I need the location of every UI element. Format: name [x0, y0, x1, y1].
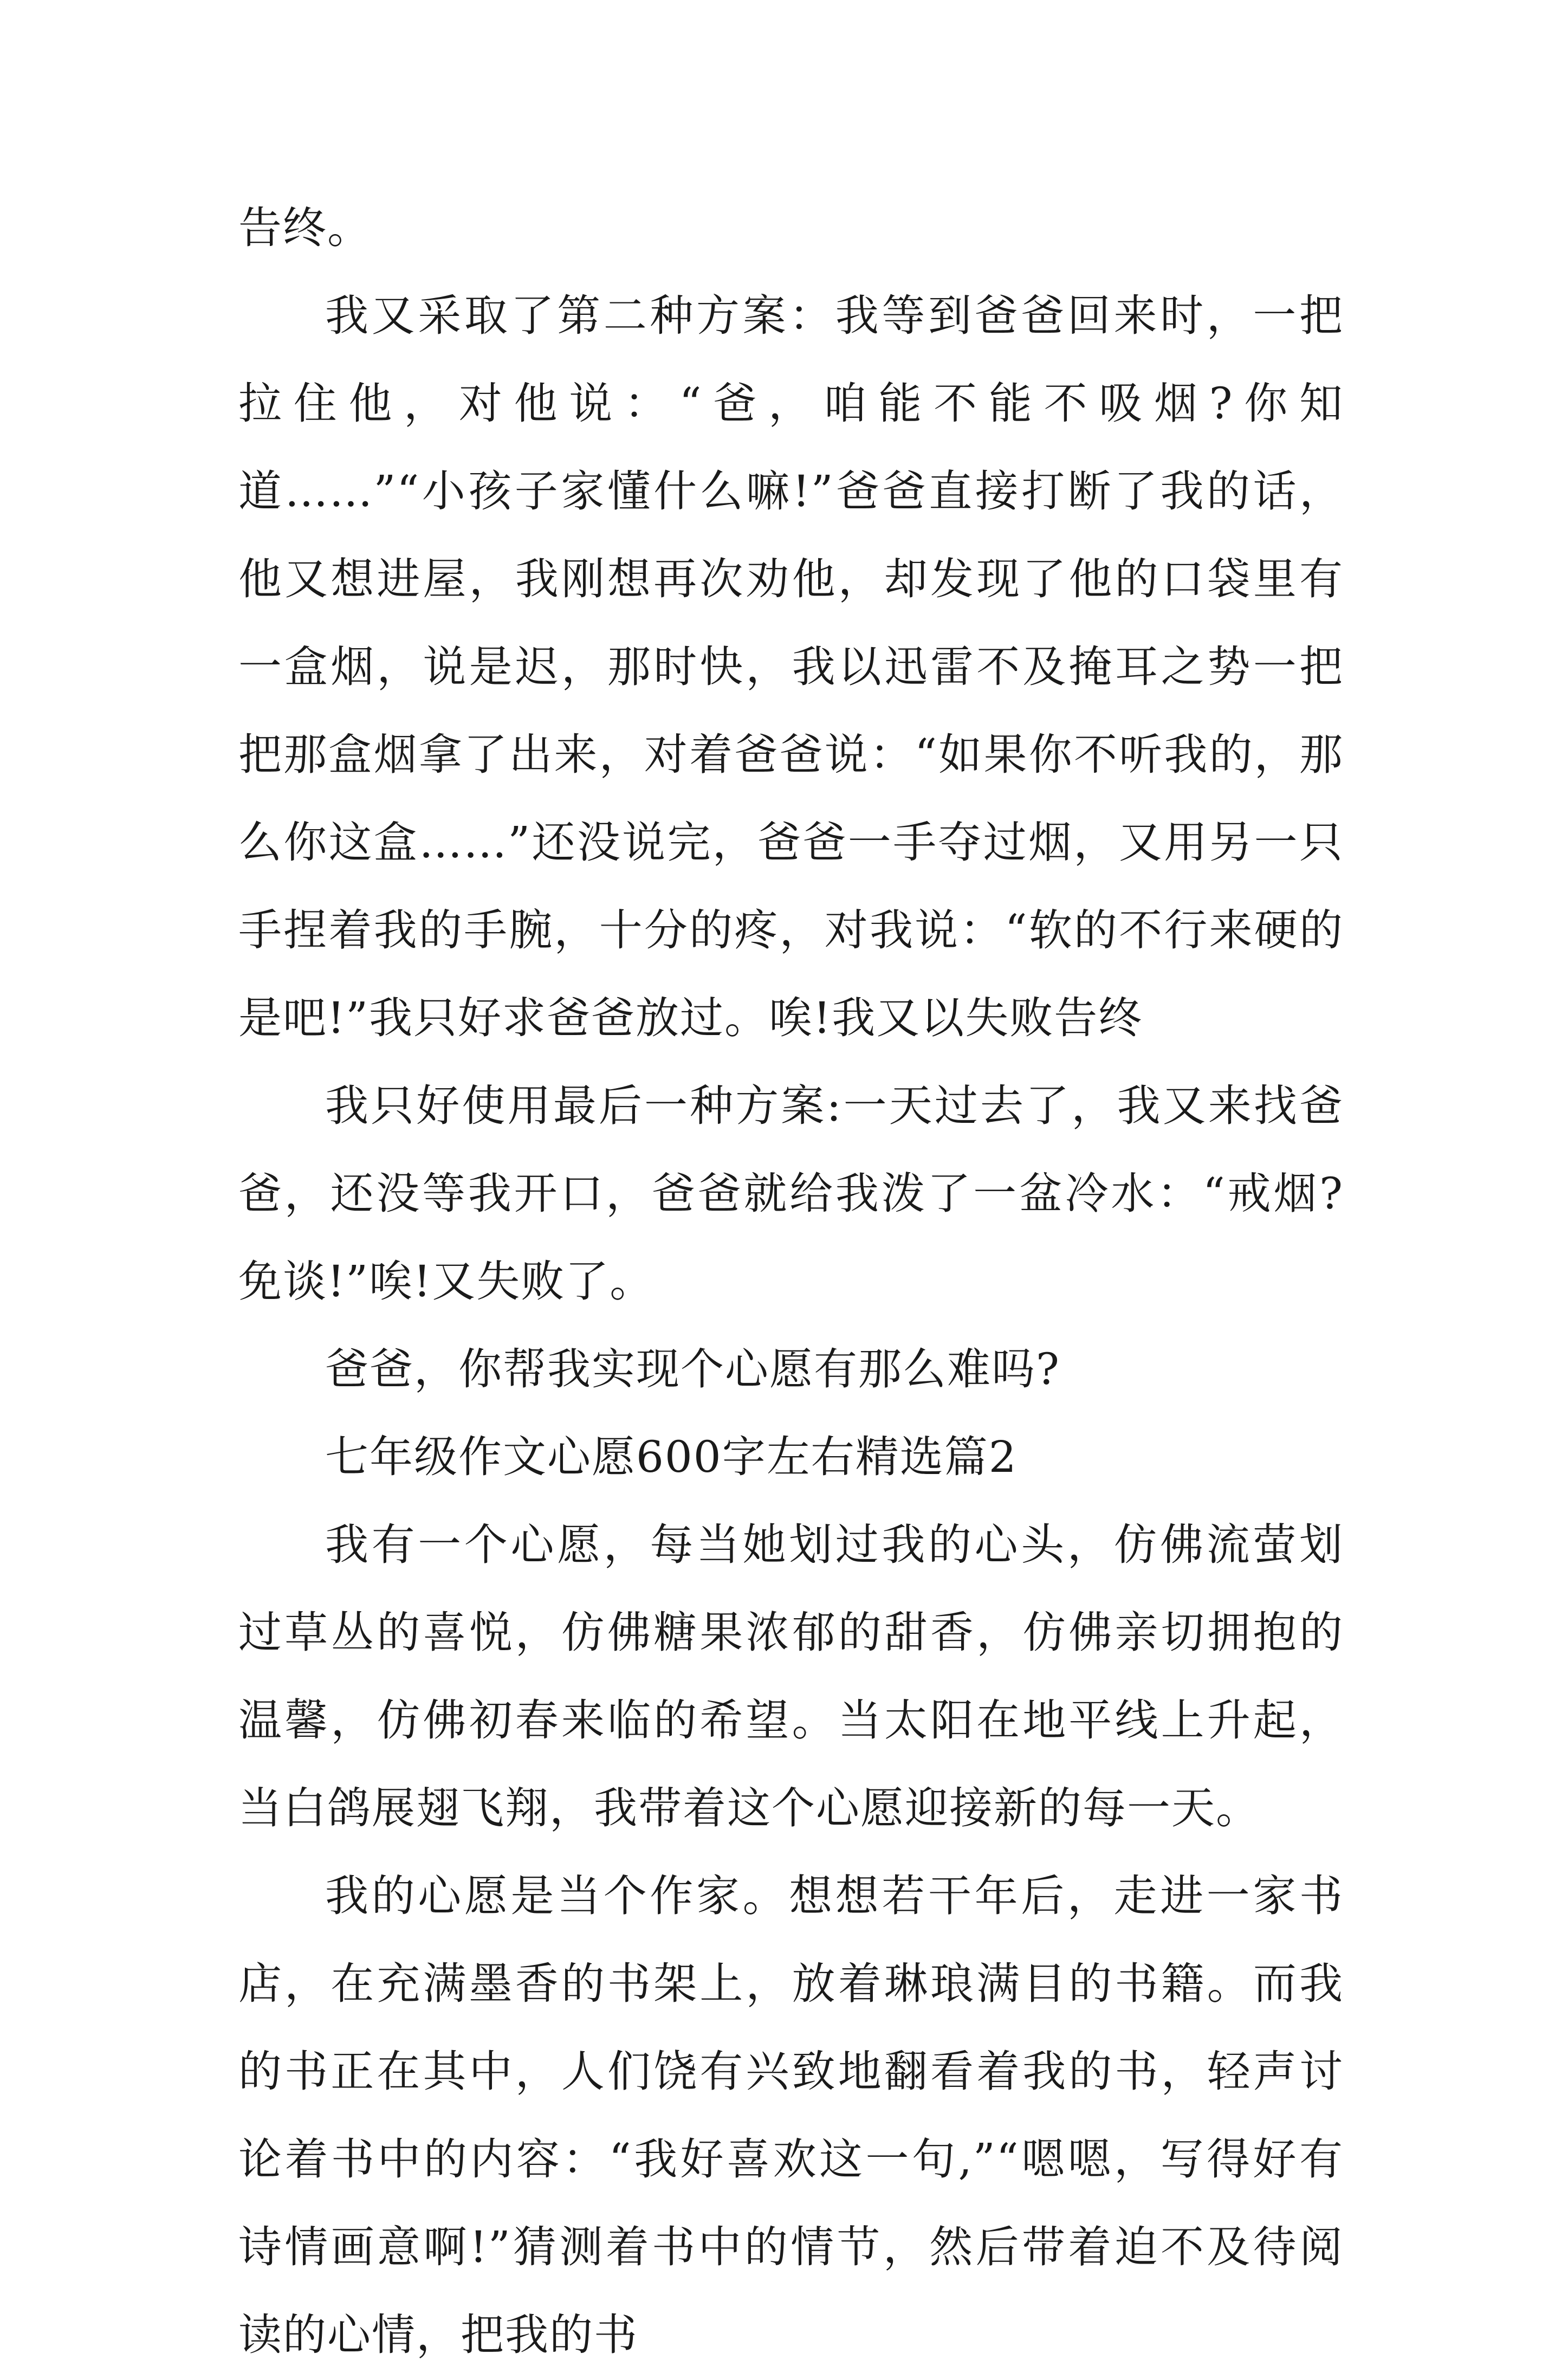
paragraph-wish-intro: 我有一个心愿，每当她划过我的心头，仿佛流萤划过草丛的喜悦，仿佛糖果浓郁的甜香，仿佛亲切拥抱的温馨，仿佛初春来临的希望。当太阳在地平线上升起，当白鸽展翅飞翔，我带着这个心愿迎接新的每一天。	[238, 1520, 1344, 1833]
paragraph-continuation: 告终。	[238, 203, 372, 253]
paragraph-second-plan: 我又采取了第二种方案：我等到爸爸回来时，一把拉住他，对他说：“爸，咱能不能不吸烟?你知道……”“小孩子家懂什么嘛!”爸爸直接打断了我的话，他又想进屋，我刚想再次劝他，却发现了他的口袋里有一盒烟，说是迟，那时快，我以迅雷不及掩耳之势一把把那盒烟拿了出来，对着爸爸说：“如果你不听我的，那么你这盒……”还没说完，爸爸一手夺过烟，又用另一只手捏着我的手腕，十分的疼，对我说：“软的不行来硬的是吧!”我只好求爸爸放过。唉!我又以失败告终	[238, 290, 1344, 1043]
section-heading: 七年级作文心愿600字左右精选篇2	[325, 1432, 1018, 1482]
paragraph-writer-wish: 我的心愿是当个作家。想想若干年后，走进一家书店，在充满墨香的书架上，放着琳琅满目的书籍。而我的书正在其中，人们饶有兴致地翻看着我的书，轻声讨论着书中的内容：“我好喜欢这一句,”“嗯嗯，写得好有诗情画意啊!”猜测着书中的情节，然后带着迫不及待阅读的心情，把我的书	[238, 1871, 1344, 2360]
paragraph-last-plan: 我只好使用最后一种方案:一天过去了，我又来找爸爸，还没等我开口，爸爸就给我泼了一盆冷水：“戒烟?免谈!”唉!又失败了。	[238, 1081, 1344, 1307]
document-body	[238, 184, 1344, 2379]
paragraph-question: 爸爸，你帮我实现个心愿有那么难吗?	[325, 1344, 1060, 1394]
